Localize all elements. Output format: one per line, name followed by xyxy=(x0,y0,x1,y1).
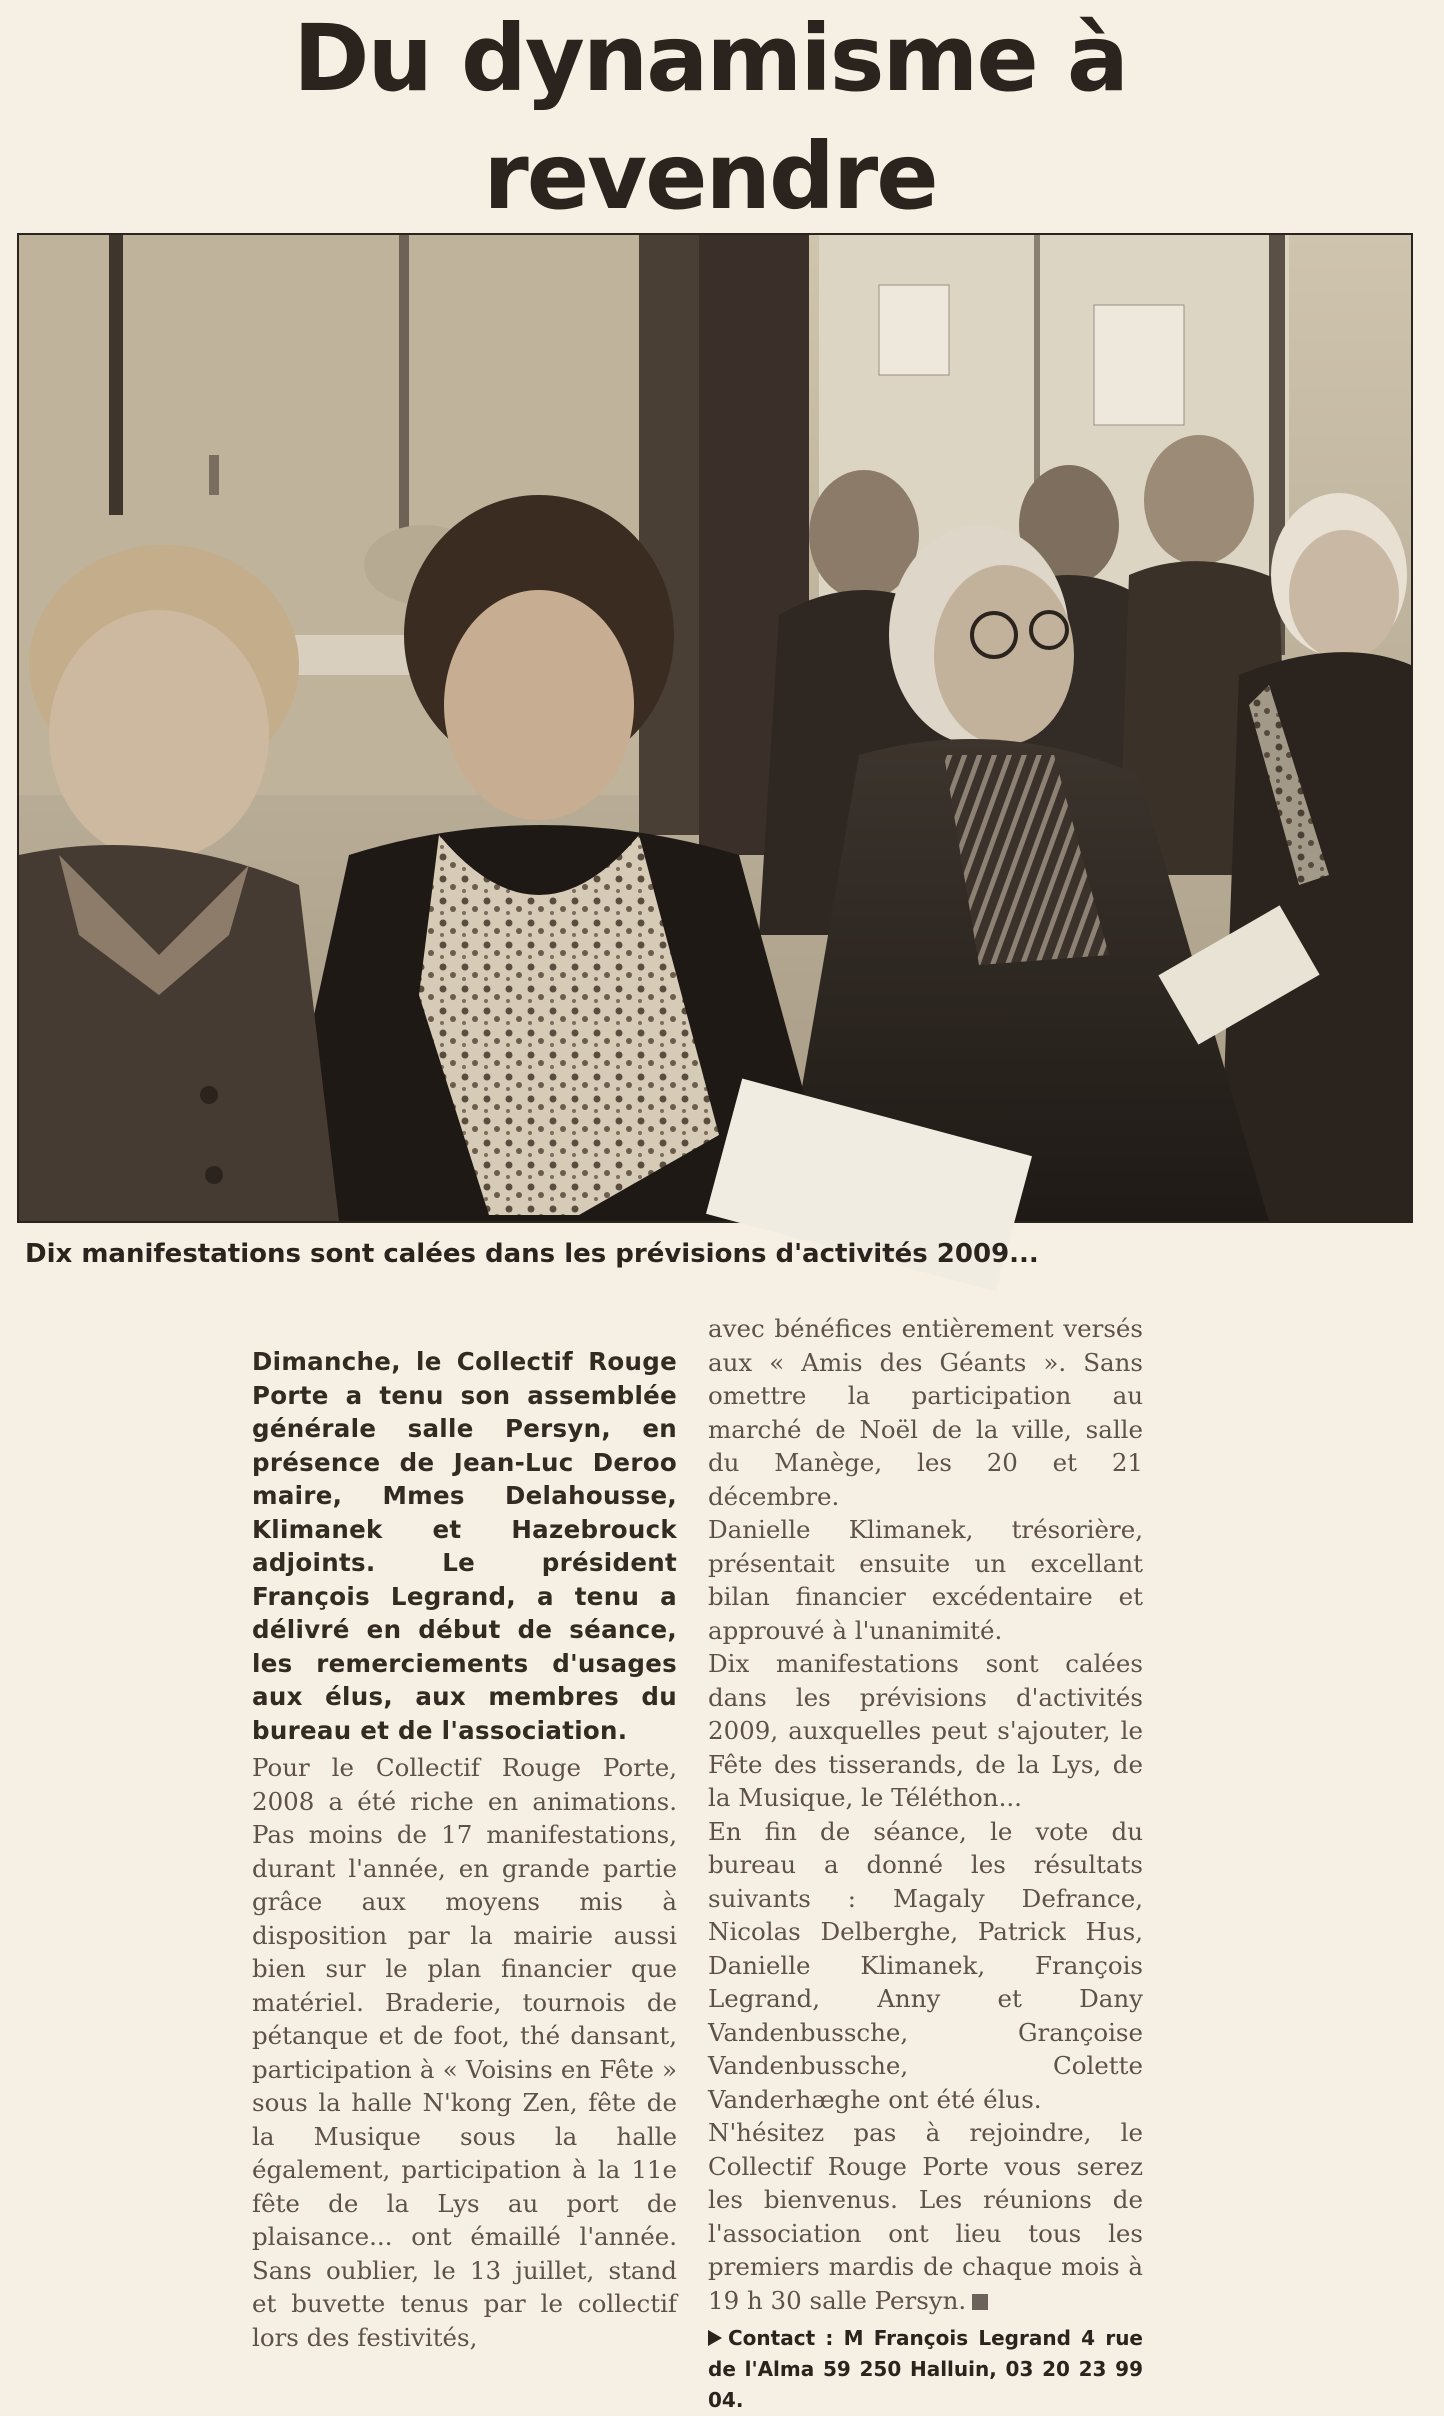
article-photo xyxy=(17,233,1413,1223)
article-paragraph-5: En fin de séance, le vote du bureau a donné les résultats suivants : Magaly Defrance, Nicolas Delberghe, Patrick Hus, Danielle Klimanek, François Legrand, Anny et Dany Vandenbussche, Grançoise Vandenbussche, Colette Vanderhæghe ont été élus. xyxy=(708,1816,1143,2114)
article-paragraph-1: Pour le Collectif Rouge Porte, 2008 a été riche en animations. Pas moins de 17 manifestations, durant l'année, en grande partie grâce aux moyens mis à disposition par la mairie aussi bien sur le plan financier que matériel. Braderie, tournois de pétanque et de foot, thé dansant, participation à « Voisins en Fête » sous la halle N'kong Zen, fête de la Musique sous la halle également, participation à la 11e fête de la Lys au port de plaisance... ont émaillé l'année. Sans oublier, le 13 juillet, stand et buvette tenus par le collectif lors des festivités, xyxy=(252,1753,677,2352)
arrow-icon xyxy=(708,2330,722,2346)
article-paragraph-6-text: N'hésitez pas à rejoindre, le Collectif Rouge Porte vous serez les bienvenus. Les réunions de l'association ont lieu tous les premiers mardis de chaque mois à 19 h 30 salle Persyn. xyxy=(708,2118,1143,2315)
article-column-right xyxy=(708,1312,1143,2412)
headline-line-1: Du dynamisme à revendre xyxy=(293,5,1127,230)
photo-caption: Dix manifestations sont calées dans les prévisions d'activités 2009... xyxy=(25,1239,1039,1269)
article-lead: Dimanche, le Collectif Rouge Porte a tenu son assemblée générale salle Persyn, en présence de Jean-Luc Deroo maire, Mmes Delahousse, Klimanek et Hazebrouck adjoints. Le président François Legrand, a tenu a délivré en début de séance, les remerciements d'usages aux élus, aux membres du bureau et de l'association. xyxy=(252,1347,677,1745)
photo-illustration xyxy=(19,235,1411,1221)
contact-text: Contact : M François Legrand 4 rue de l'Alma 59 250 Halluin, 03 20 23 99 04. xyxy=(708,2326,1143,2412)
end-of-article-mark xyxy=(972,2294,988,2310)
article-paragraph-6 xyxy=(708,2116,1143,2317)
article-paragraph-2: avec bénéfices entièrement versés aux « Amis des Géants ». Sans omettre la participation au marché de Noël de la ville, salle du Manège, les 20 et 21 décembre. xyxy=(708,1314,1143,1511)
article-paragraph-3: Danielle Klimanek, trésorière, présentait ensuite un excellant bilan financier excédentaire et approuvé à l'unanimité. xyxy=(708,1515,1143,1645)
contact-line xyxy=(708,2323,1143,2416)
article-column-left xyxy=(252,1345,677,2385)
article-paragraph-4: Dix manifestations sont calées dans les prévisions d'activités 2009, auxquelles peut s'ajouter, le Fête des tisserands, de la Lys, de la Musique, le Téléthon... xyxy=(708,1649,1143,1812)
